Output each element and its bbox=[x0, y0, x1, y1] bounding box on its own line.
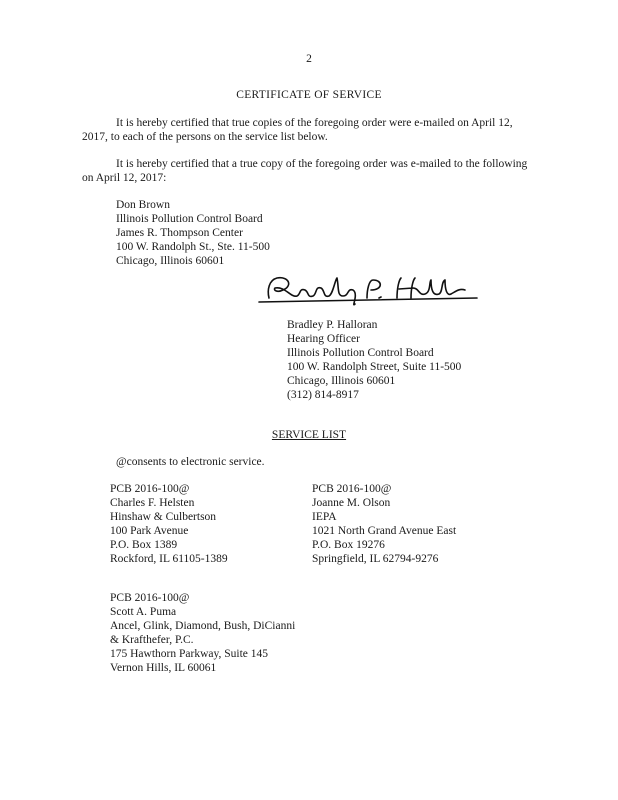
certificate-paragraph-1-line-2: 2017, to each of the persons on the service list below. bbox=[82, 131, 328, 143]
service-entry-name: Charles F. Helsten bbox=[110, 497, 195, 509]
recipient-city: Chicago, Illinois 60601 bbox=[116, 255, 225, 267]
service-entry-street: 175 Hawthorn Parkway, Suite 145 bbox=[110, 648, 268, 660]
page-number: 2 bbox=[306, 53, 312, 65]
officer-title: Hearing Officer bbox=[287, 333, 360, 345]
service-entry-street: 1021 North Grand Avenue East bbox=[312, 525, 457, 537]
service-entry-agency: IEPA bbox=[312, 511, 337, 523]
certificate-paragraph-2-line-1: It is hereby certified that a true copy of the foregoing order was e-mailed to the following bbox=[116, 158, 528, 170]
officer-signature bbox=[255, 268, 480, 310]
service-entry-puma bbox=[110, 591, 295, 675]
service-entry-po-box: P.O. Box 19276 bbox=[312, 539, 385, 551]
service-entry-po-box: P.O. Box 1389 bbox=[110, 539, 178, 551]
certificate-title: CERTIFICATE OF SERVICE bbox=[236, 89, 382, 101]
service-entry-city: Vernon Hills, IL 60061 bbox=[110, 662, 217, 674]
service-entry-case: PCB 2016-100@ bbox=[110, 483, 190, 495]
certificate-paragraph-2-line-2: on April 12, 2017: bbox=[82, 172, 167, 184]
service-entry-firm-continued: & Krafthefer, P.C. bbox=[110, 634, 194, 646]
service-entry-street: 100 Park Avenue bbox=[110, 525, 189, 537]
service-entry-helsten bbox=[110, 482, 228, 566]
service-entry-case: PCB 2016-100@ bbox=[110, 592, 190, 604]
officer-phone: (312) 814-8917 bbox=[287, 389, 359, 401]
recipient-building: James R. Thompson Center bbox=[116, 227, 243, 239]
hearing-officer-block bbox=[287, 318, 461, 402]
certificate-paragraph-1-line-1: It is hereby certified that true copies of the foregoing order were e-mailed on April 12, bbox=[116, 117, 513, 129]
service-entry-city: Rockford, IL 61105-1389 bbox=[110, 553, 228, 565]
recipient-name: Don Brown bbox=[116, 199, 170, 211]
officer-street: 100 W. Randolph Street, Suite 11-500 bbox=[287, 361, 462, 373]
recipient-address bbox=[116, 198, 270, 268]
service-entry-case: PCB 2016-100@ bbox=[312, 483, 392, 495]
service-entry-firm: Ancel, Glink, Diamond, Bush, DiCianni bbox=[110, 620, 296, 632]
service-entry-city: Springfield, IL 62794-9276 bbox=[312, 553, 439, 565]
service-entry-name: Scott A. Puma bbox=[110, 606, 177, 618]
officer-name: Bradley P. Halloran bbox=[287, 319, 378, 331]
service-entry-name: Joanne M. Olson bbox=[312, 497, 391, 509]
recipient-street: 100 W. Randolph St., Ste. 11-500 bbox=[116, 241, 270, 253]
officer-organization: Illinois Pollution Control Board bbox=[287, 347, 434, 359]
service-entry-firm: Hinshaw & Culbertson bbox=[110, 511, 217, 523]
recipient-organization: Illinois Pollution Control Board bbox=[116, 213, 263, 225]
service-list-note: @consents to electronic service. bbox=[116, 456, 265, 468]
service-entry-olson bbox=[312, 482, 456, 566]
service-list-title: SERVICE LIST bbox=[271, 429, 347, 441]
officer-city: Chicago, Illinois 60601 bbox=[287, 375, 396, 387]
